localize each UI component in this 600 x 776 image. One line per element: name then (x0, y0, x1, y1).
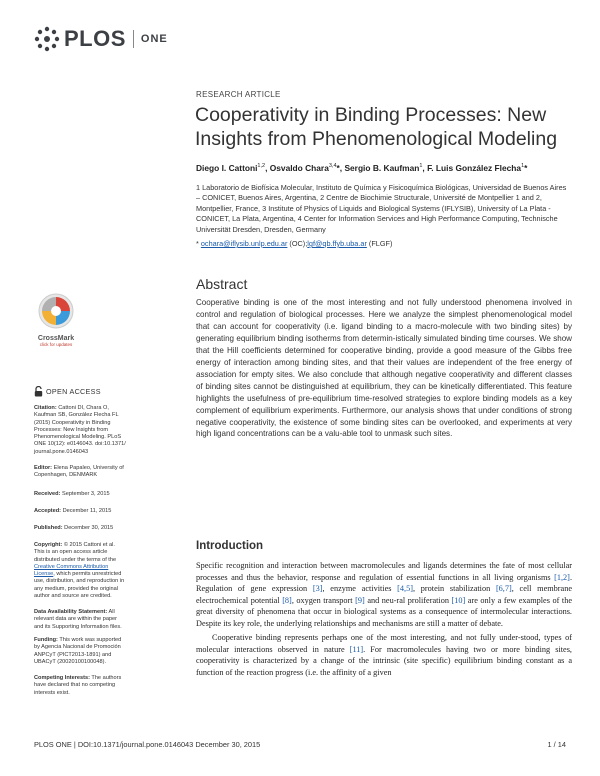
received-date: September 3, 2015 (60, 491, 110, 497)
introduction-heading: Introduction (196, 540, 264, 552)
plos-wordmark: PLOS (64, 26, 126, 51)
introduction-text (196, 560, 572, 678)
journal-name: ONE (140, 33, 168, 45)
author-affil-marker: 1,2 (257, 163, 266, 170)
crossmark-badge[interactable] (33, 293, 79, 347)
competing-interests-block (34, 675, 126, 697)
page-number: 1 / 14 (547, 740, 566, 749)
article-title: Cooperativity in Binding Processes: New Insights from Phenomenological Modeling (195, 104, 558, 150)
crossmark-icon (38, 293, 74, 329)
published-date: December 30, 2015 (62, 525, 114, 531)
competing-interests-label: Competing Interests: (34, 675, 90, 681)
copyright-text-pre: © 2015 Cattoni et al. This is an open access article distributed under the terms of the (34, 542, 117, 563)
author-affil-marker: 3,4 (328, 163, 337, 170)
plos-dots-icon (34, 26, 60, 52)
received-block (34, 491, 126, 498)
citation-link[interactable]: [8] (282, 595, 292, 605)
data-availability-label: Data Availability Statement: (34, 609, 108, 615)
crossmark-sub: click for updates (39, 342, 73, 347)
received-label: Received: (34, 491, 61, 497)
copyright-text-post: , which permits unrestricted use, distribution, and reproduction in any medium, provided the original author and source are credited. (34, 571, 125, 600)
abstract-heading: Abstract (196, 276, 248, 292)
email-link-flgf[interactable]: lgf@qb.ffyb.uba.ar (307, 239, 367, 248)
citation-text: Cattoni DI, Chara O, Kaufman SB, González Flecha FL (2015) Cooperativity in Binding Processes: New Insights from Phenomenological Modeling. PLoS ONE 10(12): e0146043. doi:10.1371/ journal.pone.0146043 (34, 405, 126, 455)
corresponding-marker: * (336, 163, 340, 173)
intro-paragraph: Specific recognition and interaction between macromolecules and ligands determines the fate of most cellular processes and thus the behavior, response and regulation of essential functions in all living organisms [1,2]. Regulation of gene expression [3], enzyme activities [4,5], protein stabilization [6,7], cell membrane electrochemical potential [8], oxygen transport [9] and neu-ral proliferation [10] are only a few examples of the great diversity of phenomena that occur in biological systems as a consequence of intermolecular interactions. Despite its key role, the underlying relationships and mechanisms are still a matter of debate. (196, 561, 572, 628)
funding-text: This work was supported by Agencia Nacional de Promoción ANPCyT (PICT2013-1891) and UBACyT (20020100100048). (34, 637, 122, 665)
competing-interests-text: The authors have declared that no competing interests exist. (34, 675, 122, 696)
published-label: Published: (34, 525, 63, 531)
citation-label: Citation: (34, 405, 57, 411)
data-availability-block (34, 609, 126, 631)
editor-text: Elena Papaleo, University of Copenhagen, DENMARK (34, 465, 124, 479)
editor-block (34, 465, 126, 480)
citation-link[interactable]: [4,5] (397, 584, 413, 594)
citation-link[interactable]: [10] (451, 595, 466, 605)
author-name: Osvaldo Chara (269, 163, 329, 173)
logo-divider (133, 30, 134, 48)
author-list: Diego I. Cattoni$^{1,2}$, Osvaldo Chara$^{3,4}$*, Sergio B. Kaufman$^1$, F. Luis González Flecha$^1$* (196, 163, 528, 173)
funding-block (34, 637, 126, 666)
correspondence (196, 239, 571, 248)
email-link-oc[interactable]: ochara@iflysib.unlp.edu.ar (200, 239, 288, 248)
abstract-text: Cooperative binding is one of the most interesting and not fully understood phenomena involved in control and regulation of biological processes. Here we analyze the simplest phenomenological model that can account for cooperativity (i.e. ligand binding to a macro-molecule with two binding sites) by generating equilibrium binding isotherms from determin-istically simulated binding time courses. We show that the Hill coefficients determined for cooperative binding, provide a good measure of the Gibbs free energy of interaction among binding sites, and that their values are independent of the free energy of association for empty sites. We also conclude that although negative cooperativity and different classes of binding sites cannot be distinguished at equilibrium, they can be kinetically differentiated. This feature highlights the usefulness of pre-equilibrium time-resolved strategies to explore binding models as a key complement of equilibrium experiments. Furthermore, our analysis shows that under conditions of strong negative cooperativity, the existence of some binding sites can be overlooked, and experiments at very high ligand concentrations can be a valu-able tool to unmask such sites. (196, 298, 572, 439)
footer-journal-doi: PLOS ONE | DOI:10.1371/journal.pone.0146043 December 30, 2015 (34, 740, 261, 749)
citation-block (34, 405, 126, 456)
published-block (34, 525, 126, 532)
citation-link[interactable]: [3] (312, 584, 323, 594)
corresponding-marker: * (524, 163, 528, 173)
affiliations: 1 Laboratorio de Biofísica Molecular, Instituto de Química y Fisicoquímica Biológicas, Universidad de Buenos Aires – CONICET, Buenos Aires, Argentina, 2 Centre de Biochimie Structurale, Université de Montpellier 1 and 2, Montpellier, France, 3 Institute of Physics of Liquids and Biological Systems (IFLYSIB), University of La Plata - CONICET, La Plata, Argentina, 4 Center for Information Services and High Performance Computing, Technische Universität Dresden, Dresden, Germany (196, 183, 567, 234)
open-access (34, 386, 101, 397)
citation-link[interactable]: [1,2] (554, 572, 570, 582)
accepted-label: Accepted: (34, 508, 62, 514)
citation-link[interactable]: [9] (355, 595, 365, 605)
crossmark-label: CrossMark (37, 335, 75, 342)
copyright-block (34, 542, 126, 600)
author-affil-marker: 1 (521, 163, 525, 170)
intro-paragraph: Cooperative binding represents perhaps one of the most interesting, and not fully under-stood, types of molecular interactions observed in nature [11]. For macromolecules having two or more binding sites, cooperativity is characterized by a change of the intrinsic (site specific) equilibrium binding constant as a function of the reaction progress (i.e. the affinity of a given (196, 633, 572, 677)
funding-label: Funding: (34, 637, 58, 643)
author-name: F. Luis González Flecha (427, 163, 522, 173)
author-name: Diego I. Cattoni (196, 163, 258, 173)
corr-prefix: * (196, 239, 201, 248)
editor-label: Editor: (34, 465, 53, 471)
copyright-label: Copyright: (34, 542, 63, 548)
page-footer (34, 740, 566, 749)
corr-who: (OC); (287, 239, 308, 248)
article-type: RESEARCH ARTICLE (196, 90, 281, 99)
accepted-date: December 11, 2015 (61, 508, 112, 514)
citation-link[interactable]: [6,7] (495, 584, 512, 594)
citation-link[interactable]: [11] (349, 644, 364, 654)
corr-who: (FLGF) (366, 239, 393, 248)
cc-license-link[interactable]: Creative Commons Attribution License (34, 563, 109, 578)
plos-one-logo (34, 24, 168, 54)
accepted-block (34, 508, 126, 515)
data-availability-text: All relevant data are within the paper and its Supporting Information files. (34, 609, 122, 630)
open-access-label: OPEN ACCESS (46, 387, 101, 396)
author-affil-marker: 1 (419, 163, 423, 170)
open-lock-icon (34, 386, 43, 397)
author-name: Sergio B. Kaufman (344, 163, 420, 173)
